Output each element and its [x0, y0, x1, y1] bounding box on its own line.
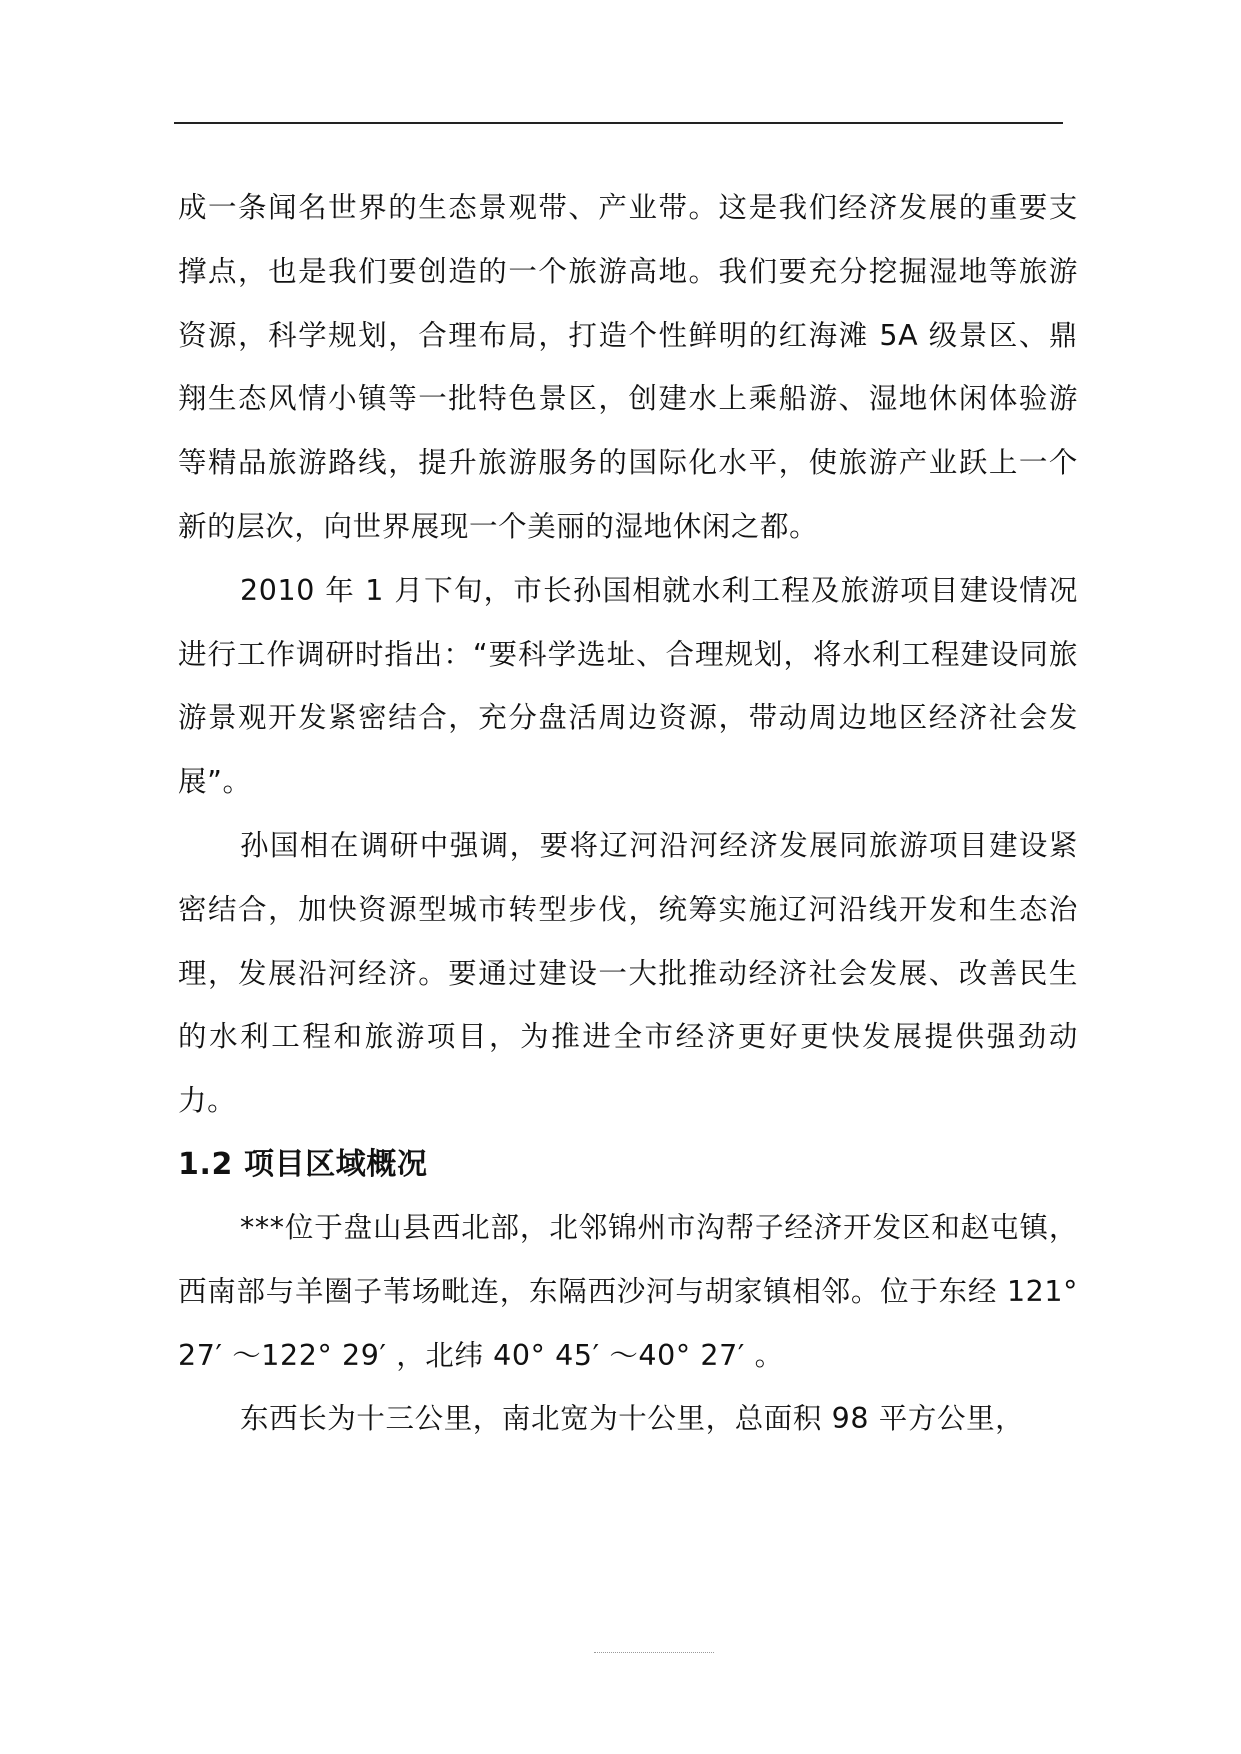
paragraph-continued: 成一条闻名世界的生态景观带、产业带。这是我们经济发展的重要支撑点，也是我们要创造的一个旅游高地。我们要充分挖掘湿地等旅游资源，科学规划，合理布局，打造个性鲜明的红海滩 5A 级景区、鼎翔生态风情小镇等一批特色景区，创建水上乘船游、湿地休闲体验游等精品旅游路线，提升旅游服务的国际化水平，使旅游产业跃上一个新的层次，向世界展现一个美丽的湿地休闲之都。 [178, 191, 1078, 543]
section-heading: 1.2 项目区域概况 [178, 1146, 428, 1182]
footer-dotted-mark [594, 1652, 714, 1653]
paragraph-location: ***位于盘山县西北部，北邻锦州市沟帮子经济开发区和赵屯镇，西南部与羊圈子苇场毗连，东隔西沙河与胡家镇相邻。位于东经 121° 27′ ～122° 29′ ，北纬 40° 45′ ～40° 27′ 。 [178, 1210, 1078, 1372]
document-body [178, 176, 1078, 1451]
header-rule [174, 122, 1063, 124]
paragraph-mayor-survey: 2010 年 1 月下旬，市长孙国相就水利工程及旅游项目建设情况进行工作调研时指出：“要科学选址、合理规划，将水利工程建设同旅游景观开发紧密结合，充分盘活周边资源，带动周边地区经济社会发展”。 [178, 573, 1078, 799]
paragraph-mayor-emphasis: 孙国相在调研中强调，要将辽河沿河经济发展同旅游项目建设紧密结合，加快资源型城市转型步伐，统筹实施辽河沿线开发和生态治理，发展沿河经济。要通过建设一大批推动经济社会发展、改善民生的水利工程和旅游项目，为推进全市经济更好更快发展提供强劲动力。 [178, 828, 1078, 1118]
paragraph-area: 东西长为十三公里，南北宽为十公里，总面积 98 平方公里， [240, 1402, 1025, 1436]
